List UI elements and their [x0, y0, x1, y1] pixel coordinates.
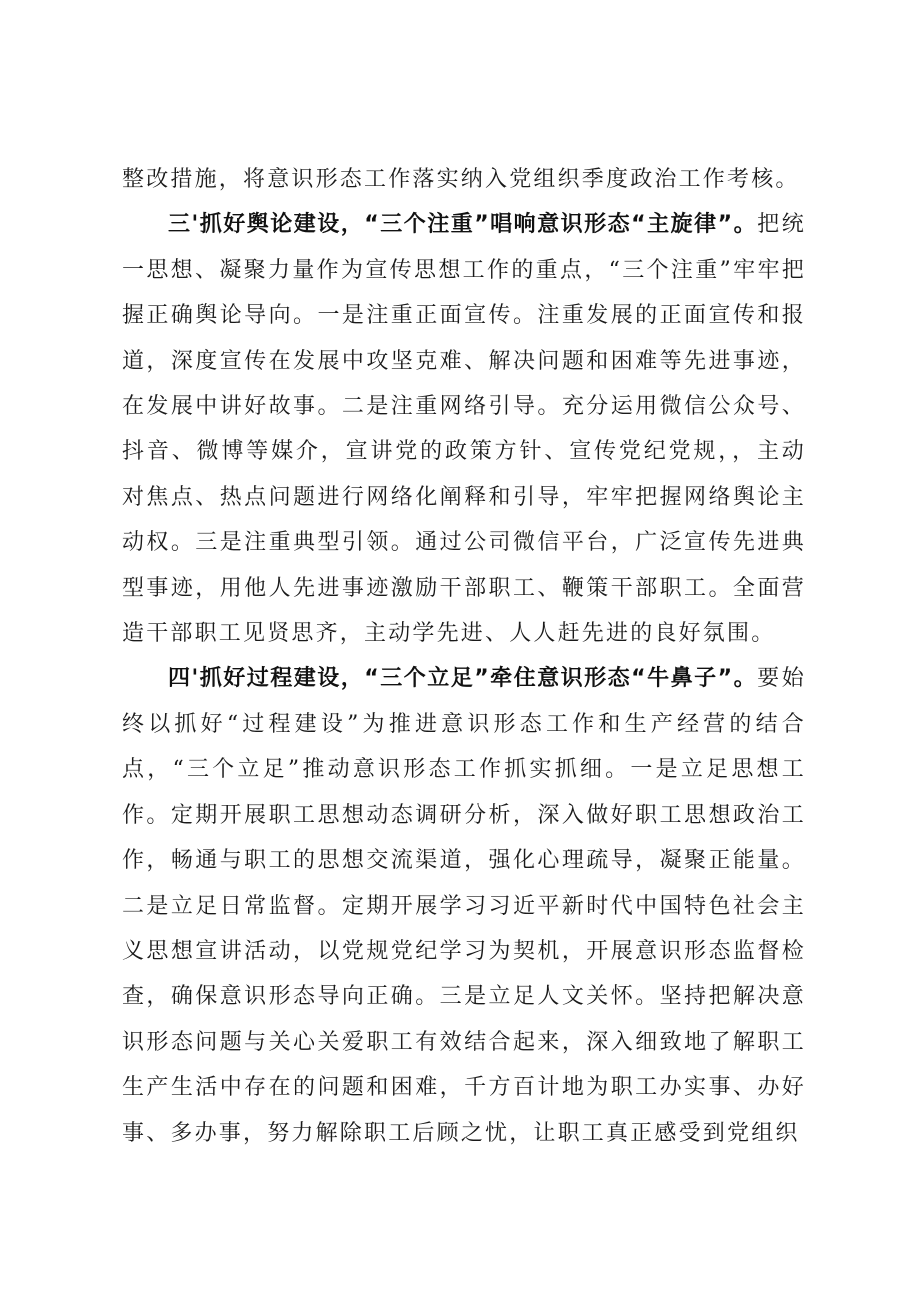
paragraph-continuation [122, 157, 806, 202]
section-heading-three: 三'抓好舆论建设，“三个注重”唱响意识形态“主旋律”。 [168, 212, 758, 238]
paragraph-process [122, 656, 806, 1155]
document-body [122, 157, 806, 1156]
section-heading-four: 四'抓好过程建设，“三个立足”牵住意识形态“牛鼻子”。 [168, 666, 758, 692]
paragraph-3-text: 要始终以抓好“过程建设”为推进意识形态工作和生产经营的结合点，“三个立足”推动意识形态工作抓实抓细。一是立足思想工作。定期开展职工思想动态调研分析，深入做好职工思想政治工作，畅通与职工的思想交流渠道，强化心理疏导，凝聚正能量。二是立足日常监督。定期开展学习习近平新时代中国特色社会主义思想宣讲活动，以党规党纪学习为契机，开展意识形态监督检查，确保意识形态导向正确。三是立足人文关怀。坚持把解决意识形态问题与关心关爱职工有效结合起来，深入细致地了解职工生产生活中存在的问题和困难，千方百计地为职工办实事、办好事、多办事，努力解除职工后顾之忧，让职工真正感受到党组织 [122, 666, 806, 1146]
paragraph-2-text: 把统一思想、凝聚力量作为宣传思想工作的重点，“三个注重”牢牢把握正确舆论导向。一是注重正面宣传。注重发展的正面宣传和报道，深度宣传在发展中攻坚克难、解决问题和困难等先进事迹，在发展中讲好故事。二是注重网络引导。充分运用微信公众号、抖音、微博等媒介，宣讲党的政策方针、宣传党纪党规，，主动对焦点、热点问题进行网络化阐释和引导，牢牢把握网络舆论主动权。三是注重典型引领。通过公司微信平台，广泛宣传先进典型事迹，用他人先进事迹激励干部职工、鞭策干部职工。全面营造干部职工见贤思齐，主动学先进、人人赶先进的良好氛围。 [122, 212, 806, 647]
paragraph-public-opinion [122, 202, 806, 656]
paragraph-1-text: 整改措施，将意识形态工作落实纳入党组织季度政治工作考核。 [122, 167, 800, 192]
